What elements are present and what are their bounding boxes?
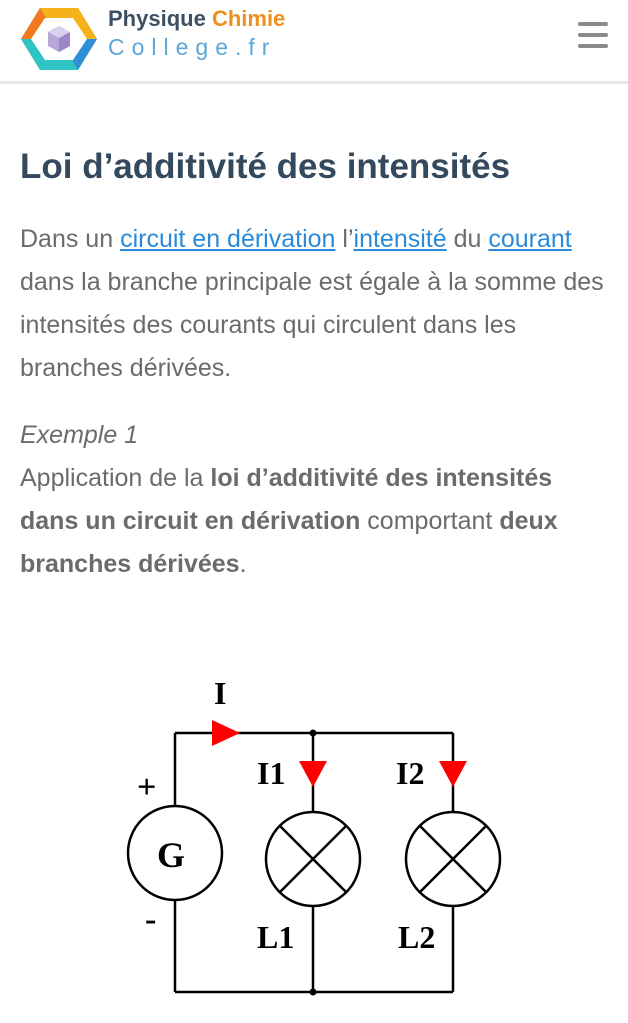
page-title: Loi d’additivité des intensités — [20, 147, 511, 186]
arrow-I1 — [299, 761, 327, 787]
menu-bar-top — [578, 22, 608, 26]
logo-hexagon-icon[interactable] — [20, 6, 98, 72]
intro-text-4: dans la branche principale est égale à la somme des intensités des courants qui circulent dans les branches dérivées. — [20, 267, 604, 382]
intro-text-3: du — [446, 224, 489, 253]
arrow-I2 — [439, 761, 467, 787]
label-G: G — [157, 835, 186, 875]
link-intensite[interactable]: intensité — [353, 224, 447, 253]
intro-text-1: Dans un — [20, 224, 121, 253]
link-circuit-derivation[interactable]: circuit en dérivation — [120, 224, 336, 253]
menu-bar-bottom — [578, 44, 608, 48]
logo-domain: College.fr — [108, 34, 277, 60]
intro-text-2: l’ — [335, 224, 354, 253]
article-content — [20, 110, 610, 586]
label-L2: L2 — [398, 919, 436, 955]
menu-bar-middle — [578, 33, 608, 37]
label-I2: I2 — [396, 755, 425, 791]
label-L1: L1 — [257, 919, 295, 955]
example-block — [20, 414, 610, 586]
label-plus: + — [137, 769, 157, 806]
label-minus: - — [145, 901, 157, 938]
link-courant[interactable]: courant — [488, 224, 572, 253]
example-text-1: Application de la — [20, 463, 211, 492]
label-I: I — [214, 675, 227, 711]
junction-bottom-1 — [310, 989, 317, 996]
intro-paragraph — [20, 218, 610, 390]
site-header — [0, 0, 628, 84]
example-bold-2: deux branches dérivées — [20, 506, 558, 578]
logo-word-chimie: Chimie — [211, 6, 286, 31]
label-I1: I1 — [257, 755, 286, 791]
example-label: Exemple 1 — [20, 420, 139, 449]
arrow-I — [212, 720, 240, 746]
example-bold-1: loi d’additivité des intensités dans un circuit en dérivation — [20, 463, 553, 535]
circuit-diagram — [0, 660, 628, 1023]
logo-word-physique: Physique — [108, 6, 206, 31]
hamburger-menu-icon[interactable] — [576, 20, 610, 50]
junction-top-1 — [310, 730, 317, 737]
site-logo-text[interactable] — [108, 8, 285, 59]
example-text-3: . — [239, 549, 247, 578]
example-text-2: comportant — [360, 506, 500, 535]
